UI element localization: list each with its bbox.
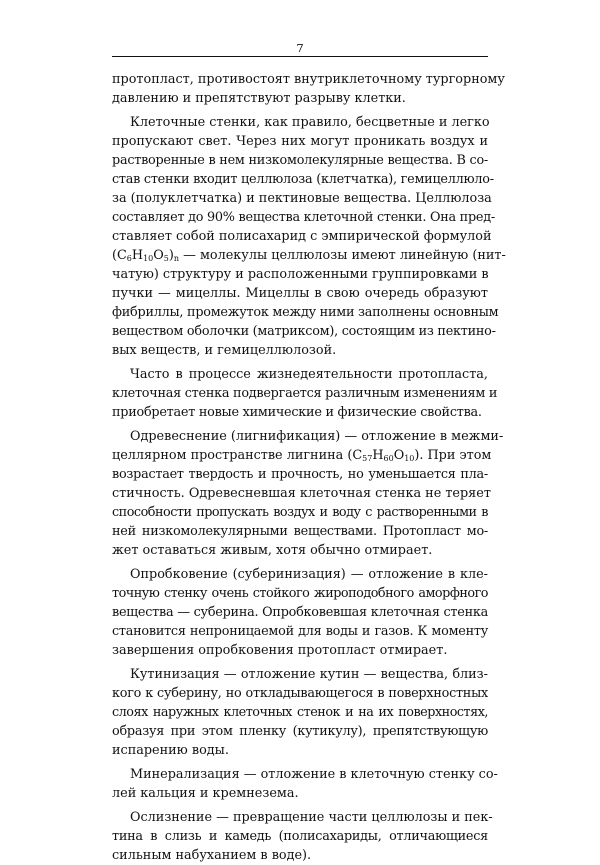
text-line: возрастает твердость и прочность, но уменьшается пла-	[112, 467, 488, 482]
text-line: Кутинизация — отложение кутин — вещества, близ-	[130, 667, 488, 682]
paragraph	[112, 565, 488, 660]
text-line: Одревеснение (лигнификация) — отложение в межми-	[130, 429, 504, 444]
text-line: фибриллы, промежуток между ними заполнены основным	[112, 305, 499, 320]
formula-line: целлярном пространстве лигнина $(C_{57}H_{60}O_{10})$. При этом	[112, 448, 492, 463]
text-line: клеточная стенка подвергается различным изменениям и	[112, 386, 498, 401]
text-line: растворенные в нем низкомолекулярные вещества. В со-	[112, 153, 488, 168]
page-number: 7	[296, 41, 304, 55]
text-line: образуя при этом пленку (кутикулу), препятствующую	[112, 724, 488, 739]
text-line: кого к суберину, но откладывающегося в поверхностных	[112, 686, 488, 701]
text-line: Часто в процессе жизнедеятельности протопласта,	[130, 367, 488, 382]
text-line: лей кальция и кремнезема.	[112, 786, 299, 801]
text-line: слоях наружных клеточных стенок и на их поверхностях,	[112, 705, 488, 720]
text-line: пучки — мицеллы. Мицеллы в свою очередь образуют	[112, 286, 488, 301]
text-line: сильным набуханием в воде).	[112, 848, 312, 863]
header-rule	[112, 56, 488, 57]
text-line: становится непроницаемой для воды и газов. К моменту	[112, 624, 488, 639]
paragraph	[112, 765, 498, 803]
text-line: приобретает новые химические и физические свойства.	[112, 405, 482, 420]
text-line: жет оставаться живым, хотя обычно отмирает.	[112, 543, 433, 558]
text-line: испарению воды.	[112, 743, 229, 758]
text-line: составляет до 90% вещества клеточной стенки. Она пред-	[112, 210, 495, 225]
text-line: Опробковение (суберинизация) — отложение в кле-	[130, 567, 488, 582]
paragraph	[112, 427, 504, 560]
text-line: давлению и препятствуют разрыву клетки.	[112, 91, 406, 106]
paragraph	[112, 365, 498, 422]
text-line: точную стенку очень стойкого жироподобного аморфного	[112, 586, 488, 601]
body-text	[112, 70, 506, 865]
text-line: стичность. Одревесневшая клеточная стенка не теряет	[112, 486, 491, 501]
paragraph	[112, 665, 488, 760]
text-line: ставляет собой полисахарид с эмпирической формулой	[112, 229, 492, 244]
text-line: веществом оболочки (матриксом), состоящим из пектино-	[112, 324, 496, 339]
cellulose-formula: $(C_6H_{10}O_5)_n$	[112, 248, 179, 263]
text-line: вых веществ, и гемицеллюлозой.	[112, 343, 337, 358]
paragraph	[112, 113, 506, 360]
formula-line	[112, 246, 506, 265]
formula-line-text: — молекулы целлюлозы имеют линейную (нит-	[183, 248, 506, 263]
text-line: Минерализация — отложение в клеточную стенку со-	[130, 767, 498, 782]
text-line: чатую) структуру и расположенными группировками в	[112, 267, 489, 282]
text-line: став стенки входит целлюлоза (клетчатка), гемицеллюло-	[112, 172, 494, 187]
text-line: за (полуклетчатка) и пектиновые вещества. Целлюлоза	[112, 191, 492, 206]
text-line: тина в слизь и камедь (полисахариды, отличающиеся	[112, 829, 488, 844]
text-line: ней низкомолекулярными веществами. Протопласт мо-	[112, 524, 488, 539]
paragraph	[112, 70, 505, 108]
text-line: пропускают свет. Через них могут проникать воздух и	[112, 134, 488, 149]
text-line: способности пропускать воздух и воду с растворенными в	[112, 505, 488, 520]
text-line: протопласт, противостоят внутриклеточному тургорному	[112, 72, 505, 87]
lignin-formula: $(C_{57}H_{60}O_{10})$	[347, 448, 420, 463]
paragraph	[112, 808, 493, 865]
text-line: вещества — суберина. Опробковевшая клеточная стенка	[112, 605, 488, 620]
text-line: Клеточные стенки, как правило, бесцветные и легко	[130, 115, 490, 130]
text-line: завершения опробковения протопласт отмирает.	[112, 643, 448, 658]
text-line: Ослизнение — превращение части целлюлозы и пек-	[130, 810, 493, 825]
